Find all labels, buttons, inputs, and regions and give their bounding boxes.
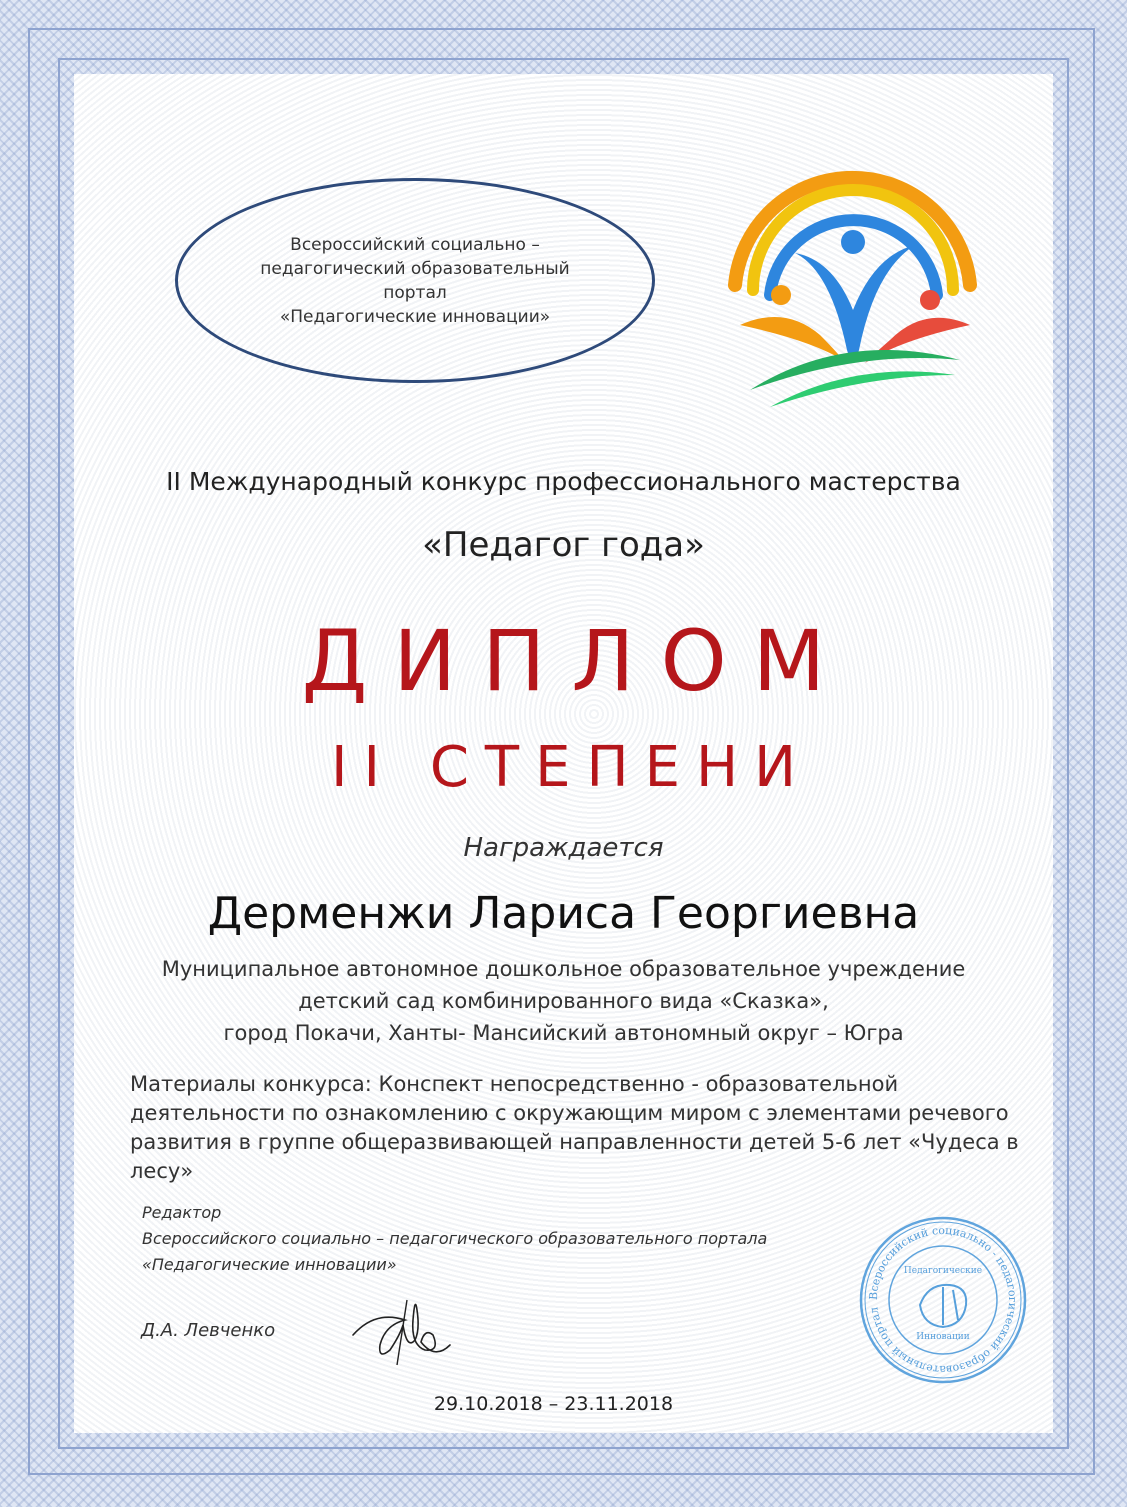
contest-dates: 29.10.2018 – 23.11.2018	[433, 1393, 674, 1415]
stamp-center-top: Педагогические	[903, 1266, 983, 1276]
organization-line: детский сад комбинированного вида «Сказка»,	[298, 989, 829, 1013]
portal-name	[235, 233, 595, 329]
organization-line: Муниципальное автономное дошкольное образовательное учреждение	[161, 957, 966, 981]
awarded-label: Награждается	[463, 833, 664, 863]
portal-name-oval	[175, 178, 655, 383]
contest-title: «Педагог года»	[422, 525, 705, 565]
portal-line: «Педагогические инновации»	[279, 306, 551, 327]
stamp-ring-text: Всероссийский социально - педагогический образовательный портал	[866, 1223, 1020, 1377]
signer-name: Д.А. Левченко	[141, 1320, 276, 1341]
portal-logo-icon	[725, 135, 980, 415]
portal-line: педагогический образовательный	[260, 258, 570, 279]
diploma-degree: II СТЕПЕНИ	[330, 735, 812, 800]
editor-block	[142, 1200, 902, 1278]
editor-line: Редактор	[142, 1203, 222, 1222]
stamp-center-bottom: Инновации	[916, 1332, 970, 1342]
diploma-heading: ДИПЛОМ	[301, 612, 852, 710]
organization-line: город Покачи, Ханты- Мансийский автономный округ – Югра	[223, 1021, 904, 1045]
signature-icon	[345, 1290, 455, 1370]
stamp-icon	[858, 1215, 1028, 1385]
recipient-name: Дерменжи Лариса Георгиевна	[207, 888, 920, 939]
portal-line: Всероссийский социально –	[290, 234, 540, 255]
portal-line: портал	[383, 282, 447, 303]
contest-name: II Международный конкурс профессионального мастерства	[166, 467, 961, 496]
editor-line: Всероссийского социально – педагогического образовательного портала	[142, 1229, 768, 1248]
contest-materials: Материалы конкурса: Конспект непосредственно - образовательной деятельности по ознакомлению с окружающим миром с элементами речевого развития в группе общеразвивающей направленности детей 5-6 лет «Чудеса в лесу»	[130, 1072, 1019, 1183]
editor-line: «Педагогические инновации»	[142, 1255, 397, 1274]
recipient-organization	[0, 953, 1127, 1049]
